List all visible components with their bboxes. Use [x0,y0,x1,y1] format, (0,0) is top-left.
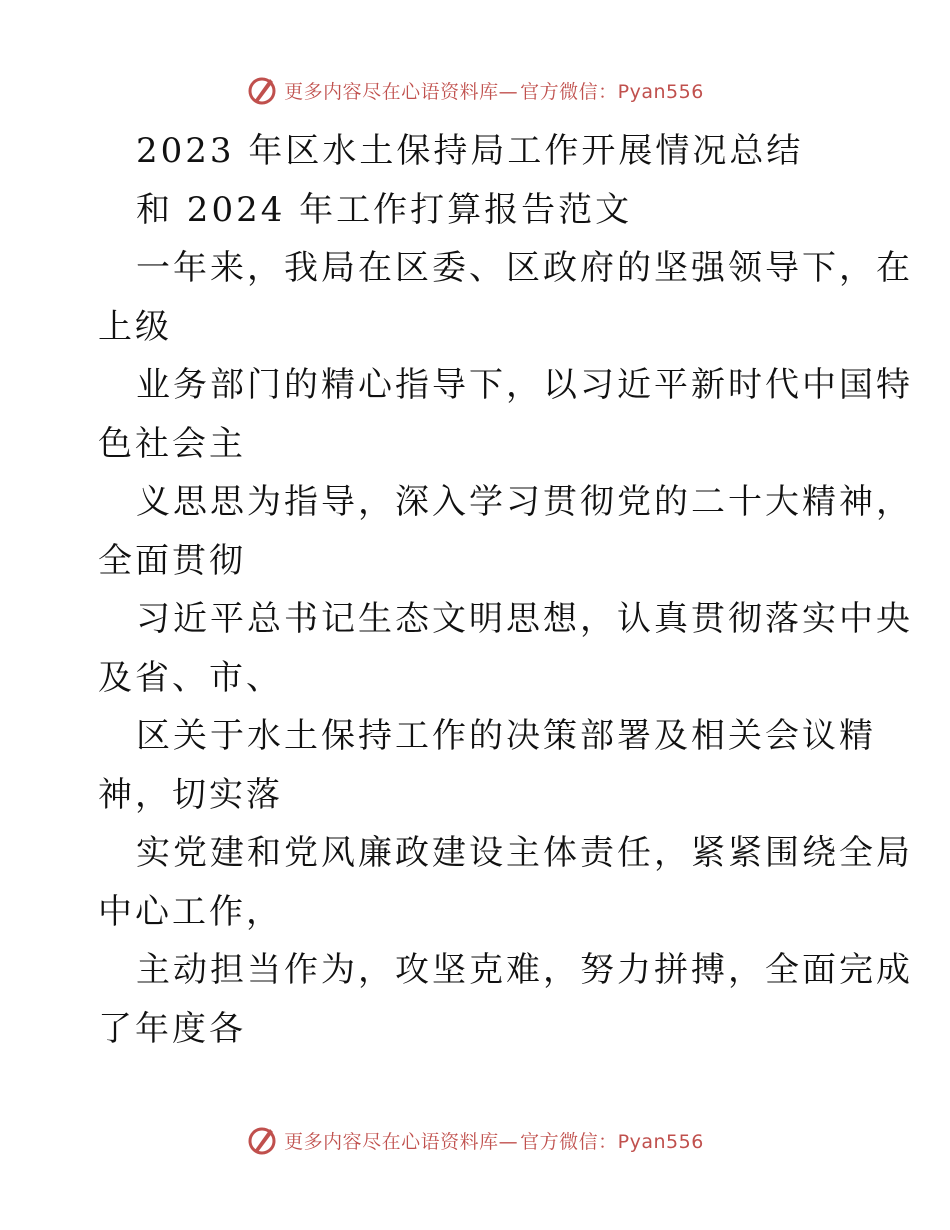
quill-logo-icon [246,74,278,106]
document-line: 主动担当作为，攻坚克难，努力拼搏，全面完成 [136,950,913,990]
document-line: 全面贯彻 [98,540,246,581]
document-line: 一年来，我局在区委、区政府的坚强领导下，在 [136,248,913,288]
document-line: 色社会主 [98,423,246,464]
document-line: 和 2024 年工作打算报告范文 [136,189,633,230]
document-line: 区关于水土保持工作的决策部署及相关会议精 [136,716,876,756]
document-body [98,122,913,1058]
document-line: 了年度各 [98,1008,246,1049]
footer-wechat-text: 官方微信：Pyan556 [520,1130,704,1153]
quill-logo-icon [246,1124,278,1156]
header-wechat-text: 官方微信：Pyan556 [520,80,704,103]
footer-promo-text: 更多内容尽在心语资料库— [284,1130,519,1153]
document-line: 上级 [98,306,172,347]
document-line: 习近平总书记生态文明思想，认真贯彻落实中央 [136,599,913,639]
header-promo-text: 更多内容尽在心语资料库— [284,80,519,103]
document-line: 神，切实落 [98,774,283,815]
footer-watermark-banner [0,1120,950,1160]
header-watermark-banner [0,70,950,110]
document-line: 实党建和党风廉政建设主体责任，紧紧围绕全局 [136,833,913,873]
document-line: 义思思为指导，深入学习贯彻党的二十大精神， [136,482,913,522]
document-line: 中心工作， [98,891,283,932]
document-line: 及省、市、 [98,657,283,698]
document-line: 业务部门的精心指导下，以习近平新时代中国特 [136,365,913,405]
document-line: 2023 年区水土保持局工作开展情况总结 [136,131,804,171]
